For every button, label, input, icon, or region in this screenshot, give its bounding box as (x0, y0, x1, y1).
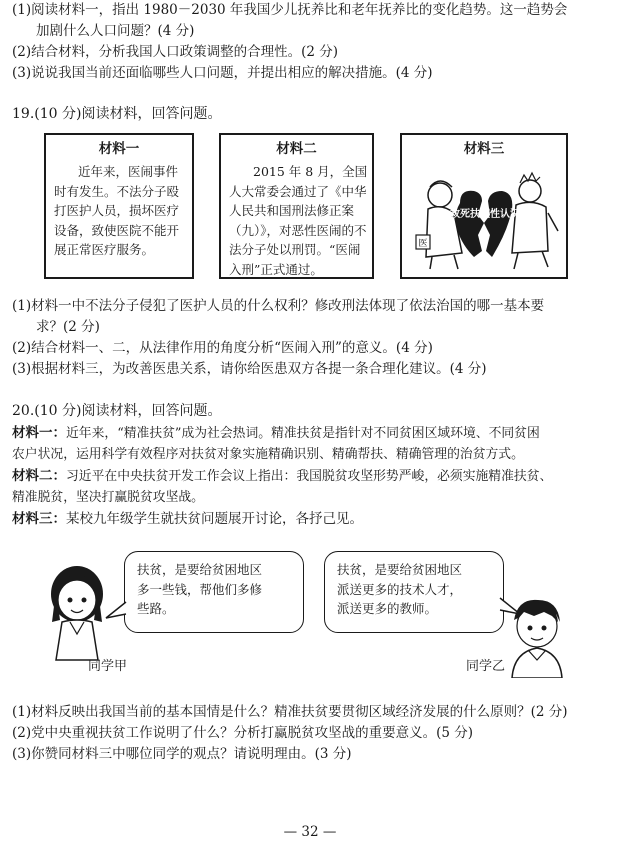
q18-item-3: (3)说说我国当前还面临哪些人口问题，并提出相应的解决措施。(4 分) (12, 65, 433, 81)
bubble-b-line: 派送更多的教师。 (337, 601, 438, 616)
q19-question-1-cont: 求？(2 分) (36, 319, 100, 335)
student-b-label: 同学乙 (466, 659, 506, 674)
q19-material2-line: （九）》，对恶性医闹的不 (229, 222, 367, 238)
q18-item-1: (1)阅读材料一，指出 1980－2030 年我国少儿抚养比和老年抚养比的变化趋势。这一趋势会 (12, 2, 568, 18)
doctor-patient-cartoon (408, 161, 560, 273)
q20-material3-text: 某校九年级学生就扶贫问题展开讨论，各抒己见。 (66, 511, 363, 527)
heart-right-label: 理性认识 (480, 209, 520, 220)
boy-student-illustration (500, 594, 572, 678)
q19-material1-line: 近年来，医闹事件 (78, 164, 179, 179)
q19-question-1: (1)材料一中不法分子侵犯了医护人员的什么权利？修改刑法体现了依法治国的哪一基本要 (12, 298, 545, 314)
q19-material1-box (44, 133, 194, 279)
q18-item-1-cont: 加剧什么人口问题？(4 分) (36, 23, 195, 39)
q19-material1-line: 时有发生。不法分子殴 (54, 183, 180, 199)
q19-material2-line: 2015 年 8 月，全国 (253, 164, 368, 179)
q20-material3-label: 材料三： (12, 511, 66, 527)
q19-material1-line: 展正常医疗服务。 (54, 242, 155, 257)
bubble-a-line: 扶贫，是要给贫困地区 (137, 562, 263, 577)
q19-material2-line: 法分子处以刑罚。“医闹 (229, 242, 361, 257)
q19-question-3: (3)根据材料三，为改善医患关系，请你给医患双方各提一条合理化建议。(4 分) (12, 361, 487, 377)
q20-question-2: (2)党中央重视扶贫工作说明了什么？分析打赢脱贫攻坚战的重要意义。(5 分) (12, 725, 474, 741)
bubble-b-line: 派送更多的技术人才， (337, 581, 463, 597)
bubble-b-line: 扶贫，是要给贫困地区 (337, 562, 463, 577)
q19-material2-title: 材料二 (276, 141, 317, 157)
q20-material1-line: 近年来，“精准扶贫”成为社会热词。精准扶贫是指针对不同贫困区域环境、不同贫困 (66, 426, 540, 441)
q20-material2-label: 材料二： (12, 468, 66, 484)
q18-item-2: (2)结合材料，分析我国人口政策调整的合理性。(2 分) (12, 44, 339, 60)
q19-material2-line: 人大常委会通过了《中华 (229, 183, 367, 199)
q19-material1-line: 设备，致使医院不能开 (54, 222, 180, 238)
student-a-label: 同学甲 (88, 659, 128, 674)
q19-material2-box (219, 133, 374, 279)
q19-material1-title: 材料一 (98, 141, 140, 157)
speech-bubble-student-b (324, 551, 504, 633)
q19-material1-line: 打医护人员，损坏医疗 (54, 203, 180, 218)
q20-material1-line: 农户状况，运用科学有效程序对扶贫对象实施精确识别、精确帮扶、精确管理的治贫方式。 (12, 447, 524, 462)
heart-left-label: 救死扶伤 (450, 209, 490, 220)
bubble-a-line: 些路。 (137, 601, 175, 616)
page-number: — 32 — (283, 824, 337, 840)
q19-material3-box (400, 133, 568, 279)
q20-question-3: (3)你赞同材料三中哪位同学的观点？请说明理由。(3 分) (12, 746, 352, 762)
q20-material2-line: 精准脱贫，坚决打赢脱贫攻坚战。 (12, 490, 204, 505)
bubble-a-line: 多一些钱，帮他们多修 (137, 581, 263, 597)
q20-header: 20.(10 分)阅读材料，回答问题。 (12, 403, 222, 419)
speech-bubble-student-a (124, 551, 304, 633)
q19-material3-title: 材料三 (463, 141, 505, 157)
doctor-tag-label: 医 (418, 239, 428, 249)
q19-material2-line: 人民共和国刑法修正案 (229, 203, 355, 218)
q20-material2-line: 习近平在中央扶贫开发工作会议上指出：我国脱贫攻坚形势严峻，必须实施精准扶贫、 (66, 469, 553, 484)
q20-question-1: (1)材料反映出我国当前的基本国情是什么？精准扶贫要贯彻区域经济发展的什么原则？(2 分) (12, 704, 568, 720)
q19-question-2: (2)结合材料一、二，从法律作用的角度分析“医闹入刑”的意义。(4 分) (12, 340, 433, 356)
q19-material2-line: 入刑”正式通过。 (229, 261, 323, 277)
q19-header: 19.(10 分)阅读材料，回答问题。 (12, 106, 222, 122)
q20-material1-label: 材料一： (12, 425, 66, 441)
